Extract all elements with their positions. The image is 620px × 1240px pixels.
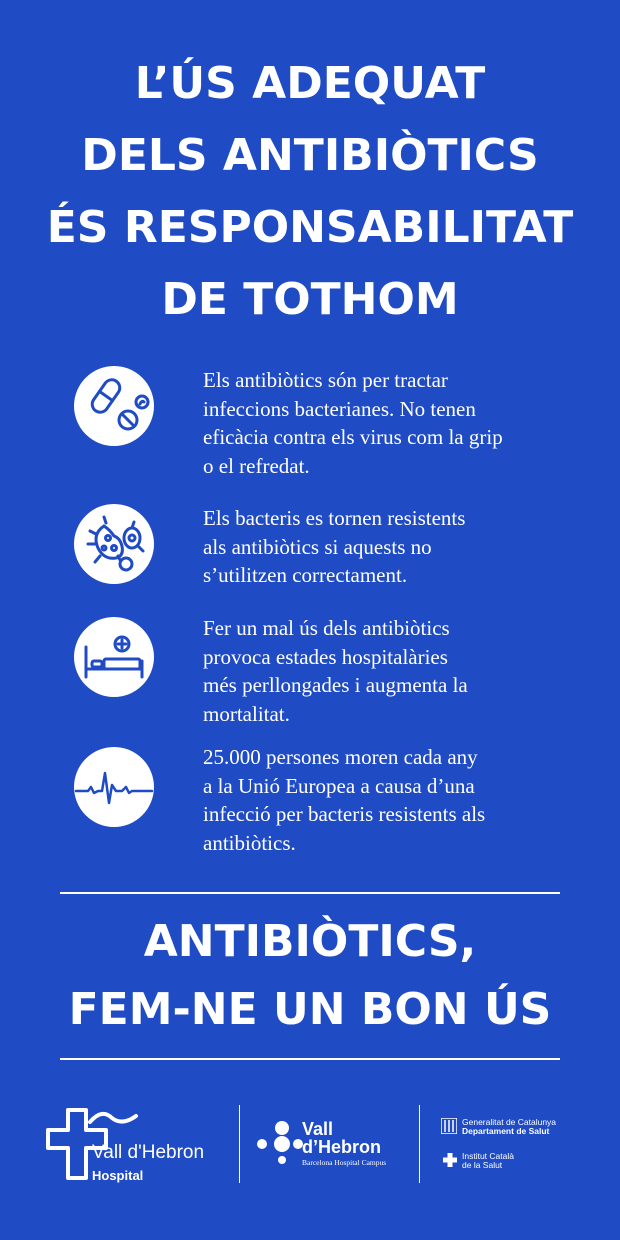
text-line: infeccions bacterianes. No tenen [203,396,476,421]
ics-line2: de la Salut [462,1160,503,1170]
text-line: Fer un mal ús dels antibiòtics [203,616,450,640]
hospital-logo-sub: Hospital [92,1168,144,1183]
divider [60,1058,560,1060]
logo-separator [239,1105,240,1183]
info-text [203,743,573,857]
text-line: eficàcia contra els virus com la grip [203,425,503,449]
ics-cross-icon [443,1153,457,1167]
hospital-logo [44,1106,234,1186]
text-line: més perllongades i augmenta la [203,673,468,697]
title-line: L’ÚS ADEQUAT [134,58,486,109]
slogan-line: ANTIBIÒTICS, [143,916,477,967]
info-item-pills [74,366,574,486]
title-line: ÉS RESPONSABILITAT [46,202,574,253]
text-line: mortalitat. [203,701,290,726]
divider [60,892,560,894]
generalitat-line1: Generalitat de Catalunya [462,1117,557,1127]
title-line: DE TOTHOM [161,274,459,325]
text-line: 25.000 persones moren cada any [203,745,478,769]
info-item-heartbeat [74,743,574,863]
hospital-bed-icon [74,617,154,697]
text-line: o el refredat. [203,453,310,478]
slogan [0,908,620,1044]
hospital-logo-name: Vall d'Hebron [92,1142,205,1163]
text-line: infecció per bacteris resistents als [203,802,486,826]
generalitat-emblem-icon [441,1118,457,1134]
info-text [203,504,573,590]
bacteria-icon [74,504,154,584]
logo-separator [419,1105,420,1183]
info-item-hospital-bed [74,614,574,734]
generalitat-logo [441,1118,581,1142]
campus-logo-line1: Vall [302,1119,334,1139]
text-line: a la Unió Europea a causa d’una [203,773,475,798]
generalitat-line2: Departament de Salut [462,1126,550,1136]
ics-logo [441,1152,581,1176]
text-line: Els antibiòtics són per tractar [203,368,448,392]
title-line: DELS ANTIBIÒTICS [81,130,539,181]
text-line: provoca estades hospitalàries [203,644,448,669]
text-line: s’utilitzen correctament. [203,563,408,587]
ics-line1: Institut Català [462,1151,514,1161]
campus-logo-sub: Barcelona Hospital Campus [302,1158,387,1167]
text-line: antibiòtics. [203,830,296,855]
slogan-line: FEM-NE UN BON ÚS [68,984,552,1035]
campus-dots-icon [256,1118,304,1164]
text-line: als antibiòtics si aquests no [203,534,432,559]
footer-logos [0,1100,620,1200]
campus-logo-line2: d’Hebron [302,1137,381,1157]
heartbeat-icon [74,747,154,827]
info-text [203,366,573,480]
campus-logo [256,1118,406,1178]
info-item-bacteria [74,504,574,624]
text-line: Els bacteris es tornen resistents [203,506,466,530]
info-text [203,614,573,728]
pills-icon [74,366,154,446]
poster-title [0,48,620,336]
